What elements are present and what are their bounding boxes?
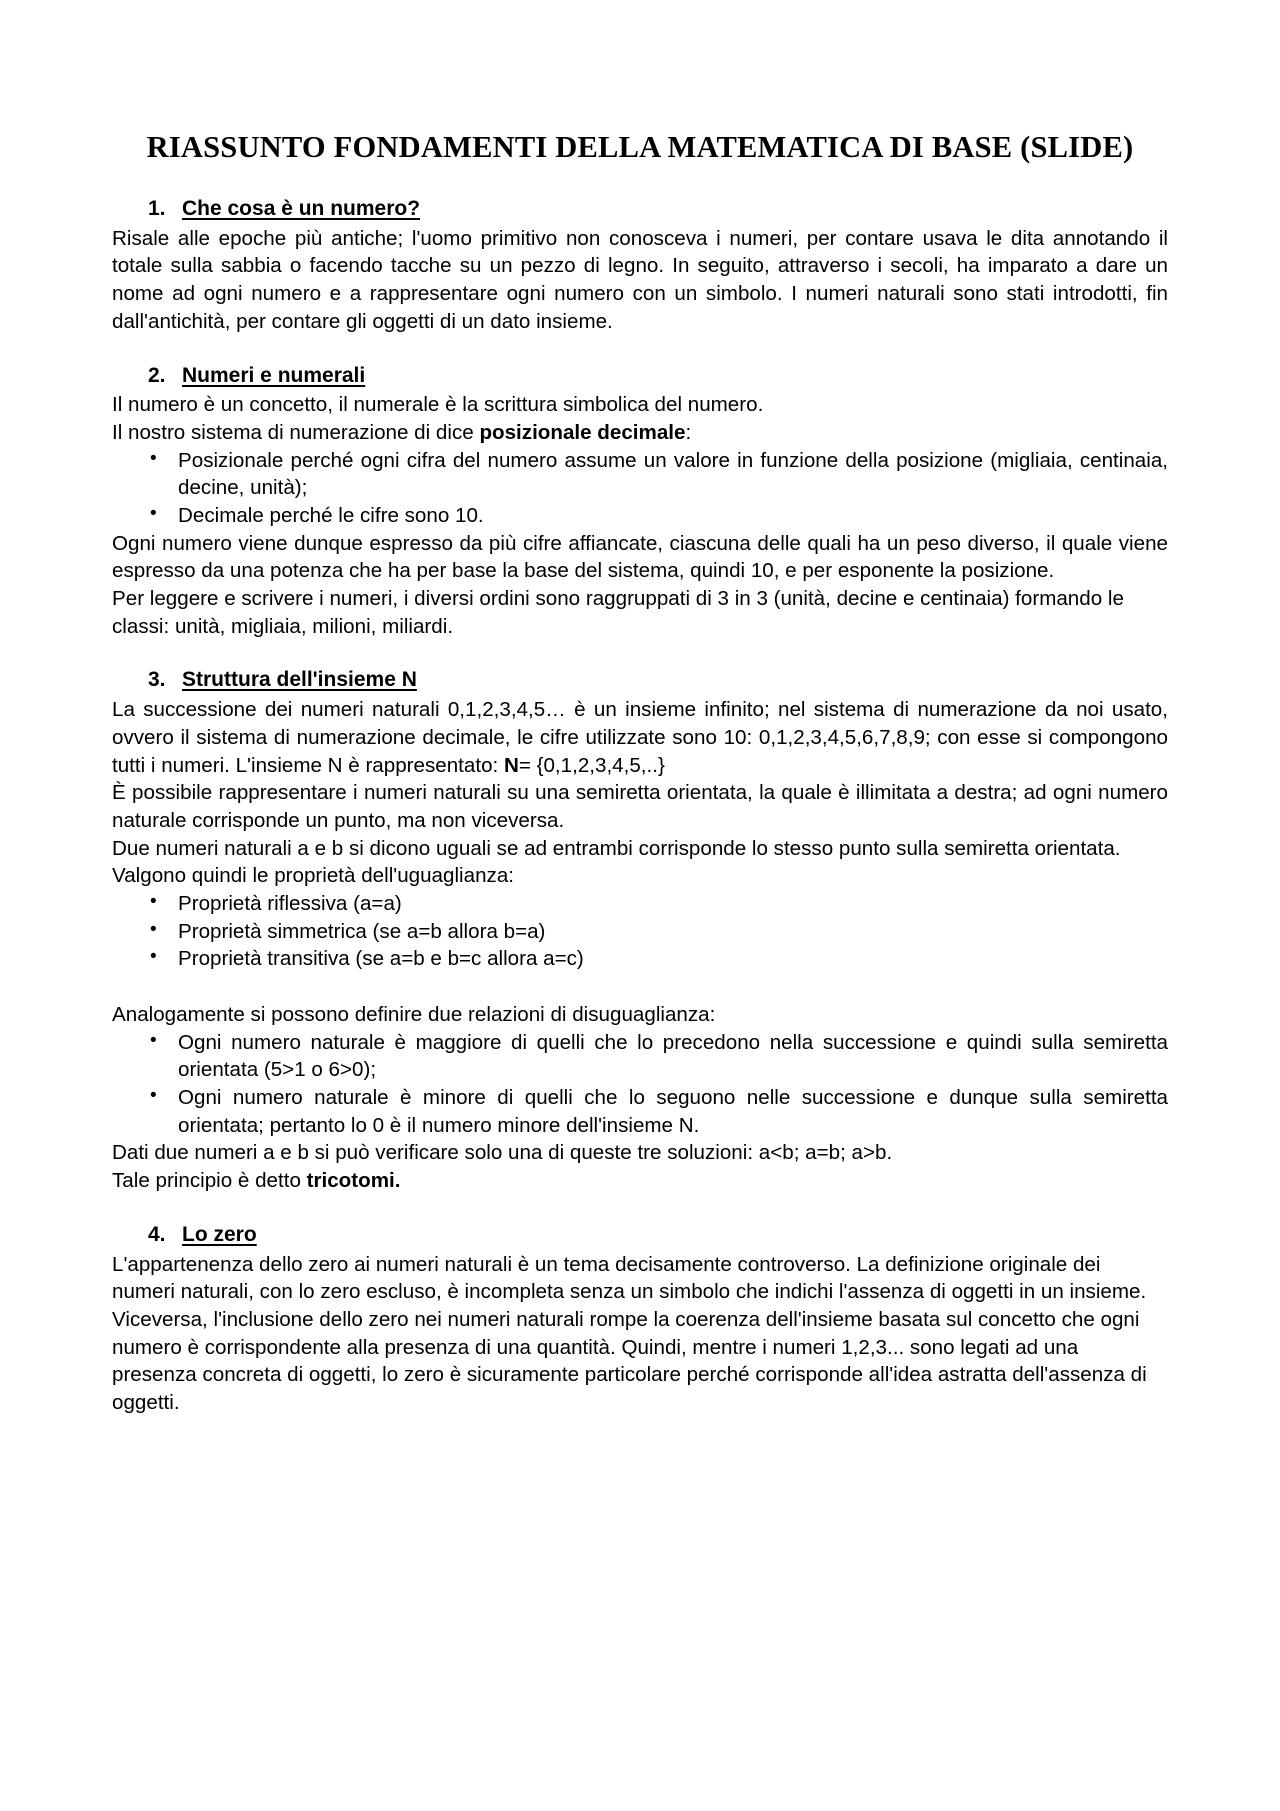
section-2-paragraph-2-post: :	[685, 420, 692, 444]
section-gap	[112, 336, 1168, 362]
set-definition: = {0,1,2,3,4,5,..}	[518, 753, 665, 777]
paragraph-spacer	[112, 973, 1168, 1001]
section-1-number: 1.	[148, 197, 166, 221]
list-item: • Ogni numero naturale è maggiore di quelli che lo precedono nella successione e quindi sulla semiretta orientata (5>1 o 6>0);	[112, 1029, 1168, 1084]
section-3-number: 3.	[148, 668, 166, 692]
section-4-paragraph: L'appartenenza dello zero ai numeri naturali è un tema decisamente controverso. La definizione originale dei numeri naturali, con lo zero escluso, è incompleta senza un simbolo che indichi l'assenza di oggetti in un insieme. Viceversa, l'inclusione dello zero nei numeri naturali rompe la coerenza dell'insieme basata sul concetto che ogni numero è corrispondente alla presenza di una quantità. Quindi, mentre i numeri 1,2,3... sono legati ad una presenza concreta di oggetti, lo zero è sicuramente particolare perché corrisponde all'idea astratta dell'assenza di oggetti.	[112, 1252, 1147, 1414]
section-1-heading	[112, 195, 1168, 223]
section-2	[112, 362, 1168, 641]
section-3-paragraph-2: È possibile rappresentare i numeri naturali su una semiretta orientata, la quale è illimitata a destra; ad ogni numero naturale corrisponde un punto, ma non viceversa.	[112, 781, 1168, 832]
section-2-paragraph-3: Ogni numero viene dunque espresso da più cifre affiancate, ciascuna delle quali ha un peso diverso, il quale viene espresso da una potenza che ha per base la base del sistema, quindi 10, e per esponente la posizione.	[112, 531, 1168, 583]
section-gap	[112, 640, 1168, 666]
section-1-title: Che cosa è un numero?	[182, 197, 421, 221]
section-3-paragraph-1	[112, 696, 1168, 779]
section-2-paragraph-2-pre: Il nostro sistema di numerazione di dice	[112, 420, 480, 444]
list-item: • Proprietà simmetrica (se a=b allora b=a)	[112, 918, 1168, 946]
section-4	[112, 1221, 1168, 1417]
list-item: • Decimale perché le cifre sono 10.	[112, 502, 1168, 530]
term-tricotomi: tricotomi.	[306, 1169, 401, 1193]
section-3-paragraph-6	[112, 1167, 1168, 1195]
section-1	[112, 195, 1168, 335]
section-3-heading	[112, 666, 1168, 694]
list-item: • Posizionale perché ogni cifra del numero assume un valore in funzione della posizione (migliaia, centinaia, decine, unità);	[112, 447, 1168, 502]
section-3-inequality-properties	[112, 1029, 1168, 1140]
section-3-paragraph-1-pre: La successione dei numeri naturali 0,1,2,3,4,5… è un insieme infinito; nel sistema di numerazione da noi usato, ovvero il sistema di numerazione decimale, le cifre utilizzate sono 10: 0,1,2,3,4,5,6,7,8,9; con esse si compongono tutti i numeri. L'insieme N è rappresentato:	[112, 698, 1168, 777]
section-3-paragraph-4: Analogamente si possono definire due relazioni di disuguaglianza:	[112, 1003, 716, 1027]
section-2-emphasis: posizionale decimale	[479, 420, 686, 444]
section-2-number: 2.	[148, 363, 166, 387]
section-2-title: Numeri e numerali	[182, 363, 366, 387]
section-3	[112, 666, 1168, 1194]
section-3-equality-properties	[112, 890, 1168, 973]
section-2-paragraph-4: Per leggere e scrivere i numeri, i diversi ordini sono raggruppati di 3 in 3 (unità, decine e centinaia) formando le classi: unità, migliaia, milioni, miliardi.	[112, 587, 1124, 638]
section-2-paragraph-2	[112, 419, 1168, 447]
section-4-number: 4.	[148, 1222, 166, 1246]
list-item: • Proprietà riflessiva (a=a)	[112, 890, 1168, 918]
page-title: RIASSUNTO FONDAMENTI DELLA MATEMATICA DI BASE (SLIDE)	[146, 130, 1134, 164]
list-item: • Ogni numero naturale è minore di quelli che lo seguono nelle successione e dunque sulla semiretta orientata; pertanto lo 0 è il numero minore dell'insieme N.	[112, 1084, 1168, 1139]
section-2-heading	[112, 362, 1168, 390]
section-1-paragraph: Risale alle epoche più antiche; l'uomo primitivo non conosceva i numeri, per contare usava le dita annotando il totale sulla sabbia o facendo tacche su un pezzo di legno. In seguito, attraverso i secoli, ha imparato a dare un nome ad ogni numero e a rappresentare ogni numero con un simbolo. I numeri naturali sono stati introdotti, fin dall'antichità, per contare gli oggetti di un dato insieme.	[112, 226, 1168, 333]
section-gap	[112, 1195, 1168, 1221]
section-2-paragraph-1: Il numero è un concetto, il numerale è la scrittura simbolica del numero.	[112, 393, 764, 417]
section-3-paragraph-3: Due numeri naturali a e b si dicono uguali se ad entrambi corrisponde lo stesso punto sulla semiretta orientata. Valgono quindi le proprietà dell'uguaglianza:	[112, 836, 1121, 888]
section-4-heading	[112, 1221, 1168, 1249]
section-3-title: Struttura dell'insieme N	[182, 668, 417, 692]
section-3-paragraph-6-pre: Tale principio è detto	[112, 1169, 307, 1193]
set-symbol-n: N	[503, 753, 519, 777]
section-2-bullet-list	[112, 447, 1168, 530]
section-4-title: Lo zero	[182, 1222, 257, 1246]
section-3-paragraph-5: Dati due numeri a e b si può verificare solo una di queste tre soluzioni: a<b; a=b; a>b.	[112, 1141, 893, 1165]
list-item: • Proprietà transitiva (se a=b e b=c allora a=c)	[112, 945, 1168, 973]
